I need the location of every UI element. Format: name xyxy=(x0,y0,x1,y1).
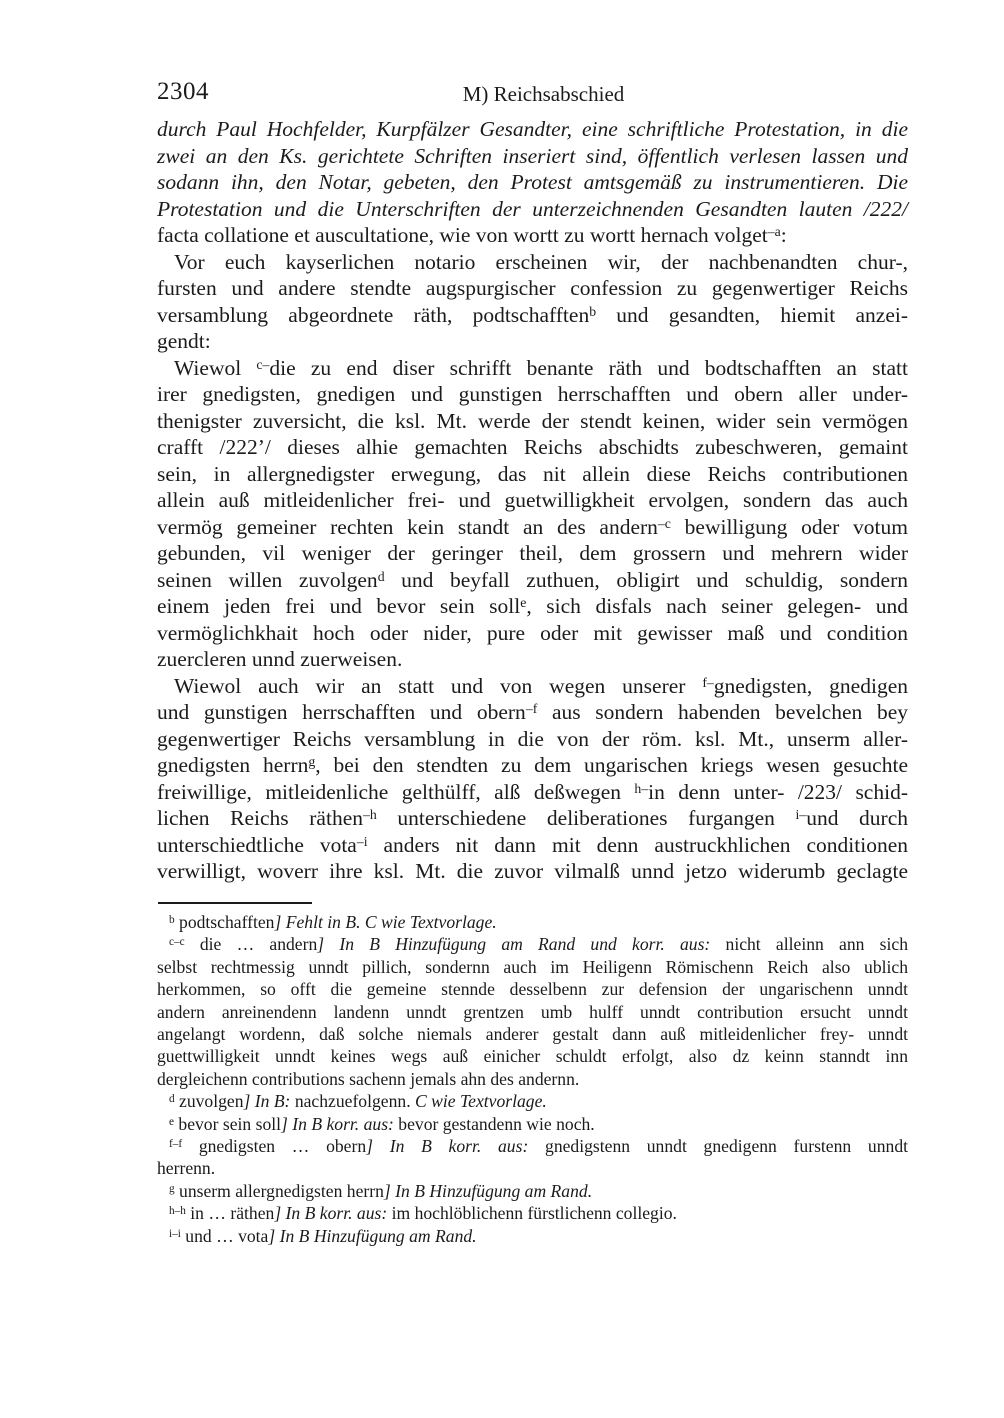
footnote-line xyxy=(157,1023,908,1045)
text-segment: zuvolgen xyxy=(174,1091,244,1112)
text-segment: verwilligt, woverr ihre ksl. Mt. die zuvor vilmalß unnd jetzo widerumb geclagte xyxy=(157,859,908,883)
text-segment: und durch xyxy=(806,806,908,830)
body-text-line xyxy=(157,726,908,753)
text-segment: einem jeden frei und bevor sein soll xyxy=(157,594,521,618)
footnote-line xyxy=(157,911,908,933)
text-segment: C wie Textvorlage. xyxy=(415,1091,547,1112)
body-text-line xyxy=(157,779,908,806)
text-segment: : xyxy=(780,223,787,247)
text-segment: ] In B Hinzufügung am Rand. xyxy=(268,1225,477,1246)
footnote xyxy=(157,1180,908,1202)
body-text-line xyxy=(157,461,908,488)
text-segment: gnedigsten, gnedigen xyxy=(713,673,908,698)
body-text-line xyxy=(157,434,908,461)
body-text-line xyxy=(157,487,908,514)
paragraph xyxy=(157,673,908,885)
footnote-line xyxy=(157,978,908,1000)
footnote xyxy=(157,1135,908,1180)
body-text-line xyxy=(157,646,908,673)
apparatus-marker: e xyxy=(520,594,527,610)
text-segment: in … räthen xyxy=(185,1203,275,1224)
apparatus-marker: f–f xyxy=(169,1138,183,1150)
body-text-line xyxy=(157,540,908,567)
text-segment: durch Paul Hochfelder, Kurpfälzer Gesandter, eine schriftliche Protestation, in die xyxy=(157,117,908,141)
body-text-line xyxy=(157,514,908,541)
text-segment: crafft /222’/ dieses alhie gemachten Reichs abschidts zubeschweren, gemaint xyxy=(157,435,908,459)
body-text-line xyxy=(157,328,908,355)
text-segment: ] In B: xyxy=(243,1091,291,1112)
text-segment: angelangt wordenn, daß solche niemals anderer gestalt dann auß mitleidenlicher frey- unndt xyxy=(157,1024,908,1045)
text-segment: gnedigstenn unndt gnedigenn furstenn unndt xyxy=(528,1136,908,1157)
text-segment: versamblung abgeordnete räth, podtschafften xyxy=(157,302,590,327)
text-segment: bewilligung oder votum xyxy=(670,514,908,539)
footnotes-block xyxy=(157,911,908,1247)
apparatus-marker: –h xyxy=(363,806,377,822)
body-text-line xyxy=(157,169,908,196)
footnote xyxy=(157,1090,908,1112)
text-segment: gegenwertiger Reichs versamblung in die von der röm. ksl. Mt., unserm aller- xyxy=(157,726,908,751)
apparatus-marker: –i xyxy=(356,833,368,849)
text-segment: vermöglichkhait hoch oder nider, pure oder mit gewisser maß und condition xyxy=(157,620,908,645)
text-segment: allein auß mitleidenlicher frei- und guetwilligkheit ervolgen, sondern das auch xyxy=(157,488,908,512)
apparatus-marker: g xyxy=(169,1182,175,1195)
body-text-line xyxy=(157,116,908,143)
text-segment: irer gnedigsten, gnedigen und gunstigen herrschafften und obern aller under- xyxy=(157,382,908,406)
footnote-line xyxy=(157,1202,908,1224)
footnote-separator-rule xyxy=(158,902,312,904)
text-segment: sein, in allergnedigster erwegung, das nit allein diese Reichs contributionen xyxy=(157,461,908,486)
footnote-line xyxy=(157,1113,908,1135)
footnote-line xyxy=(157,1157,908,1179)
apparatus-marker: g xyxy=(308,753,316,769)
apparatus-marker: b xyxy=(169,913,175,926)
footnote xyxy=(157,1113,908,1135)
footnote-line xyxy=(157,1068,908,1090)
text-segment: die … andern xyxy=(184,934,318,955)
body-text-line xyxy=(157,381,908,408)
footnote-line xyxy=(157,1090,908,1112)
text-segment: seinen willen zuvolgen xyxy=(157,567,378,592)
body-text-line xyxy=(157,805,908,832)
text-segment: andern anreinendenn landenn unndt grentzen umb hulff unndt contribution ersucht unndt xyxy=(157,1001,908,1022)
text-segment: fursten und andere stendte augspurgischer confession zu gegenwertiger Reichs xyxy=(157,276,908,300)
text-segment: in denn unter- /223/ schid- xyxy=(648,779,908,804)
text-segment: Protestation und die Unterschriften der unterzeichnenden Gesandten lauten /222/ xyxy=(157,196,908,221)
text-segment: bevor sein soll xyxy=(174,1113,282,1134)
body-text-line xyxy=(157,249,908,276)
text-segment: zuercleren unnd zuerweisen. xyxy=(157,647,403,671)
apparatus-marker: h– xyxy=(634,780,649,796)
text-segment: Wiewol xyxy=(174,355,257,380)
body-text-line xyxy=(157,752,908,779)
text-segment: Wiewol auch wir an statt und von wegen unserer xyxy=(174,673,703,698)
body-text-line xyxy=(157,567,908,594)
page-number: 2304 xyxy=(157,78,209,105)
apparatus-marker: d xyxy=(169,1093,175,1106)
apparatus-marker: i– xyxy=(795,806,807,822)
text-segment: gendt: xyxy=(157,329,211,353)
text-segment: und beyfall zuthuen, obligirt und schuldig, sondern xyxy=(384,567,908,592)
text-segment: herkommen, so offt die gemeine stennde desselbenn zur defension der ungarischenn unndt xyxy=(157,979,908,1000)
running-head: M) Reichsabschied xyxy=(462,82,625,106)
text-segment: thenigster zuversicht, die ksl. Mt. werde der stendt keinen, wider sein vermögen xyxy=(157,408,908,433)
footnote-line xyxy=(157,933,908,955)
text-segment: facta collatione et auscultatione, wie von wortt zu wortt hernach volget xyxy=(157,223,768,247)
paragraph xyxy=(157,355,908,673)
apparatus-marker: c– xyxy=(256,356,270,372)
footnote xyxy=(157,1225,908,1247)
text-segment: ] In B Hinzufügung am Rand und korr. aus: xyxy=(317,934,711,955)
text-segment: gnedigsten … obern xyxy=(182,1136,367,1157)
apparatus-marker: –c xyxy=(657,515,671,531)
text-segment: unterschiedene deliberationes furgangen xyxy=(376,806,796,830)
apparatus-marker: –f xyxy=(525,700,538,716)
text-segment: vermög gemeiner rechten kein standt an des andern xyxy=(157,514,658,539)
text-segment: guettwilligkeit unndt keines wegs auß einicher schuldt erfolgt, also dz keinn stanndt inn xyxy=(157,1046,908,1067)
text-segment: zwei an den Ks. gerichtete Schriften inseriert sind, öffentlich verlesen lassen und xyxy=(157,143,908,168)
text-segment: und … vota xyxy=(180,1225,269,1246)
text-segment: ] Fehlt in B. C wie Textvorlage. xyxy=(274,912,497,932)
footnote-line xyxy=(157,956,908,978)
body-text-line xyxy=(157,858,908,885)
footnote-line xyxy=(157,1001,908,1023)
text-segment: Vor euch kayserlichen notario erscheinen wir, der nachbenandten chur-, xyxy=(174,249,908,274)
body-text-line xyxy=(157,699,908,726)
text-segment: dergleichenn contributions sachenn jemals ahn des andernn. xyxy=(157,1068,580,1089)
body-text-line xyxy=(157,620,908,647)
body-text-line xyxy=(157,222,908,249)
footnote-line xyxy=(157,1045,908,1067)
apparatus-marker: –a xyxy=(767,223,781,239)
text-segment: im hochlöblichenn fürstlichenn collegio. xyxy=(387,1203,677,1224)
body-text-line xyxy=(157,196,908,223)
apparatus-marker: b xyxy=(589,303,597,319)
footnote xyxy=(157,1202,908,1224)
text-segment: unterschiedtliche vota xyxy=(157,832,357,857)
apparatus-marker: i–i xyxy=(169,1227,181,1240)
text-segment: unserm allergnedigsten herrn xyxy=(174,1180,384,1201)
text-segment: aus sondern habenden bevelchen bey xyxy=(537,700,908,724)
body-text-line xyxy=(157,143,908,170)
body-text-line xyxy=(157,275,908,302)
text-segment: , sich disfals nach seiner gelegen- und xyxy=(526,594,909,618)
text-segment: die zu end diser schrifft benante räth und bodtschafften an statt xyxy=(269,355,908,380)
body-text-line xyxy=(157,832,908,859)
text-segment: herrenn. xyxy=(157,1158,216,1179)
apparatus-marker: h–h xyxy=(169,1205,186,1218)
text-segment: anders nit dann mit denn austruckhlichen conditionen xyxy=(367,832,908,857)
text-segment: selbst rechtmessig unndt pillich, sondernn auch im Heiligenn Römischenn Reich also ublich xyxy=(157,956,908,977)
text-segment: ] In B Hinzufügung am Rand. xyxy=(383,1180,593,1201)
main-text-block xyxy=(157,116,908,885)
text-segment: und gunstigen herrschafften und obern xyxy=(157,700,526,724)
paragraph xyxy=(157,116,908,249)
paragraph xyxy=(157,249,908,355)
footnote-line xyxy=(157,1135,908,1157)
text-segment: gnedigsten herrn xyxy=(157,753,309,777)
text-segment: ] In B korr. aus: xyxy=(366,1136,529,1157)
text-segment: ] In B korr. aus: xyxy=(281,1113,394,1134)
body-text-line xyxy=(157,593,908,620)
apparatus-marker: f– xyxy=(702,674,714,690)
text-segment: und gesandten, hiemit anzei- xyxy=(596,302,908,327)
body-text-line xyxy=(157,302,908,329)
text-segment: podtschafften xyxy=(174,912,275,932)
apparatus-marker: c–c xyxy=(169,936,185,949)
footnote xyxy=(157,911,908,933)
text-segment: lichen Reichs räthen xyxy=(157,806,363,830)
body-text-line xyxy=(157,408,908,435)
text-segment: sodann ihn, den Notar, gebeten, den Protest amtsgemäß zu instrumentieren. Die xyxy=(157,170,908,194)
text-segment: gebunden, vil weniger der geringer theil, dem grossern und mehrern wider xyxy=(157,541,908,565)
apparatus-marker: d xyxy=(377,568,385,584)
body-text-line xyxy=(157,355,908,382)
text-segment: bevor gestandenn wie noch. xyxy=(393,1113,595,1134)
text-segment: freiwillige, mitleidenliche gelthülff, alß deßwegen xyxy=(157,779,635,804)
text-segment: nicht alleinn ann sich xyxy=(710,934,908,955)
body-text-line xyxy=(157,673,908,700)
apparatus-marker: e xyxy=(169,1115,174,1128)
text-segment: , bei den stendten zu dem ungarischen kriegs wesen gesuchte xyxy=(315,753,908,777)
footnote xyxy=(157,933,908,1090)
text-segment: ] In B korr. aus: xyxy=(274,1203,388,1224)
footnote-line xyxy=(157,1180,908,1202)
text-segment: nachzuefolgenn. xyxy=(290,1091,415,1112)
footnote-line xyxy=(157,1225,908,1247)
